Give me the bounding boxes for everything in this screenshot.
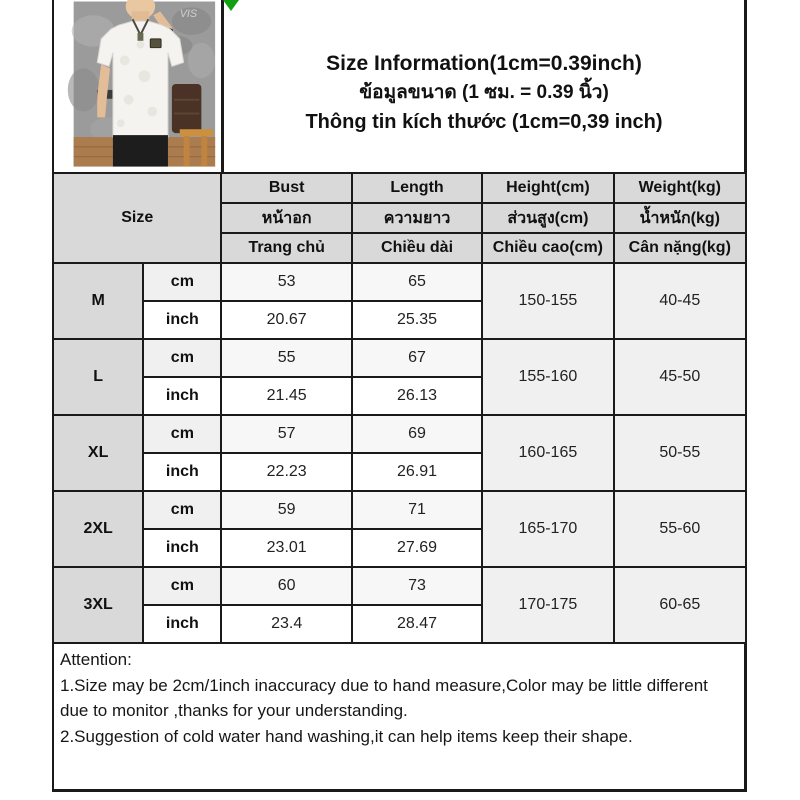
col-header-weight-th: น้ำหนัก(kg): [614, 203, 746, 233]
height-range: 150-155: [482, 263, 613, 339]
height-range: 160-165: [482, 415, 613, 491]
length-cm-value: 67: [352, 339, 482, 377]
length-cm-value: 69: [352, 415, 482, 453]
size-label-3xl: 3XL: [53, 567, 143, 643]
title-english: Size Information(1cm=0.39inch): [326, 52, 642, 76]
unit-cm-label: cm: [143, 415, 221, 453]
title-cell: [224, 0, 744, 172]
product-photo: [54, 0, 224, 172]
length-cm-value: 71: [352, 491, 482, 529]
model-photo-illustration: [54, 0, 221, 172]
size-table: [52, 172, 747, 644]
length-inch-value: 26.13: [352, 377, 482, 415]
height-range: 155-160: [482, 339, 613, 415]
length-inch-value: 28.47: [352, 605, 482, 643]
attention-heading: Attention:: [60, 650, 132, 669]
weight-range: 50-55: [614, 415, 746, 491]
bust-inch-value: 23.4: [221, 605, 351, 643]
bust-cm-value: 60: [221, 567, 351, 605]
col-header-height-en: Height(cm): [482, 173, 613, 203]
col-header-weight-vi: Cân nặng(kg): [614, 233, 746, 263]
length-cm-value: 73: [352, 567, 482, 605]
unit-cm-label: cm: [143, 339, 221, 377]
weight-range: 55-60: [614, 491, 746, 567]
length-inch-value: 27.69: [352, 529, 482, 567]
green-corner-flag: [223, 0, 239, 11]
col-header-height-th: ส่วนสูง(cm): [482, 203, 613, 233]
weight-range: 60-65: [614, 567, 746, 643]
size-label-m: M: [53, 263, 143, 339]
unit-inch-label: inch: [143, 453, 221, 491]
table-row: [53, 339, 746, 377]
top-section: [52, 0, 747, 172]
length-inch-value: 25.35: [352, 301, 482, 339]
unit-cm-label: cm: [143, 567, 221, 605]
col-header-bust-en: Bust: [221, 173, 351, 203]
bust-cm-value: 55: [221, 339, 351, 377]
attention-note-1: 1.Size may be 2cm/1inch inaccuracy due to hand measure,Color may be little different due to monitor ,thanks for your understanding.: [60, 675, 708, 720]
title-vietnamese: Thông tin kích thước (1cm=0,39 inch): [305, 110, 663, 133]
unit-cm-label: cm: [143, 491, 221, 529]
attention-note-2: 2.Suggestion of cold water hand washing,it can help items keep their shape.: [60, 726, 633, 746]
weight-range: 40-45: [614, 263, 746, 339]
bust-inch-value: 20.67: [221, 301, 351, 339]
content-area: [52, 0, 747, 792]
bust-inch-value: 23.01: [221, 529, 351, 567]
col-header-height-vi: Chiều cao(cm): [482, 233, 613, 263]
size-label-l: L: [53, 339, 143, 415]
col-header-length-th: ความยาว: [352, 203, 482, 233]
wall-watermark-text: VIS: [179, 8, 198, 21]
table-row: [53, 567, 746, 605]
col-header-bust-vi: Trang chủ: [221, 233, 351, 263]
table-row: [53, 415, 746, 453]
bust-inch-value: 21.45: [221, 377, 351, 415]
unit-inch-label: inch: [143, 301, 221, 339]
height-range: 165-170: [482, 491, 613, 567]
bust-cm-value: 53: [221, 263, 351, 301]
col-header-weight-en: Weight(kg): [614, 173, 746, 203]
size-label-2xl: 2XL: [53, 491, 143, 567]
bust-cm-value: 59: [221, 491, 351, 529]
bust-inch-value: 22.23: [221, 453, 351, 491]
unit-inch-label: inch: [143, 377, 221, 415]
col-header-bust-th: หน้าอก: [221, 203, 351, 233]
height-range: 170-175: [482, 567, 613, 643]
title-thai: ข้อมูลขนาด (1 ซม. = 0.39 นิ้ว): [359, 82, 609, 104]
weight-range: 45-50: [614, 339, 746, 415]
unit-cm-label: cm: [143, 263, 221, 301]
unit-inch-label: inch: [143, 605, 221, 643]
size-label-xl: XL: [53, 415, 143, 491]
col-header-length-vi: Chiều dài: [352, 233, 482, 263]
length-inch-value: 26.91: [352, 453, 482, 491]
bust-cm-value: 57: [221, 415, 351, 453]
unit-inch-label: inch: [143, 529, 221, 567]
length-cm-value: 65: [352, 263, 482, 301]
attention-notes: [52, 644, 747, 792]
size-header: Size: [53, 173, 221, 263]
table-row: [53, 491, 746, 529]
col-header-length-en: Length: [352, 173, 482, 203]
table-row: [53, 263, 746, 301]
